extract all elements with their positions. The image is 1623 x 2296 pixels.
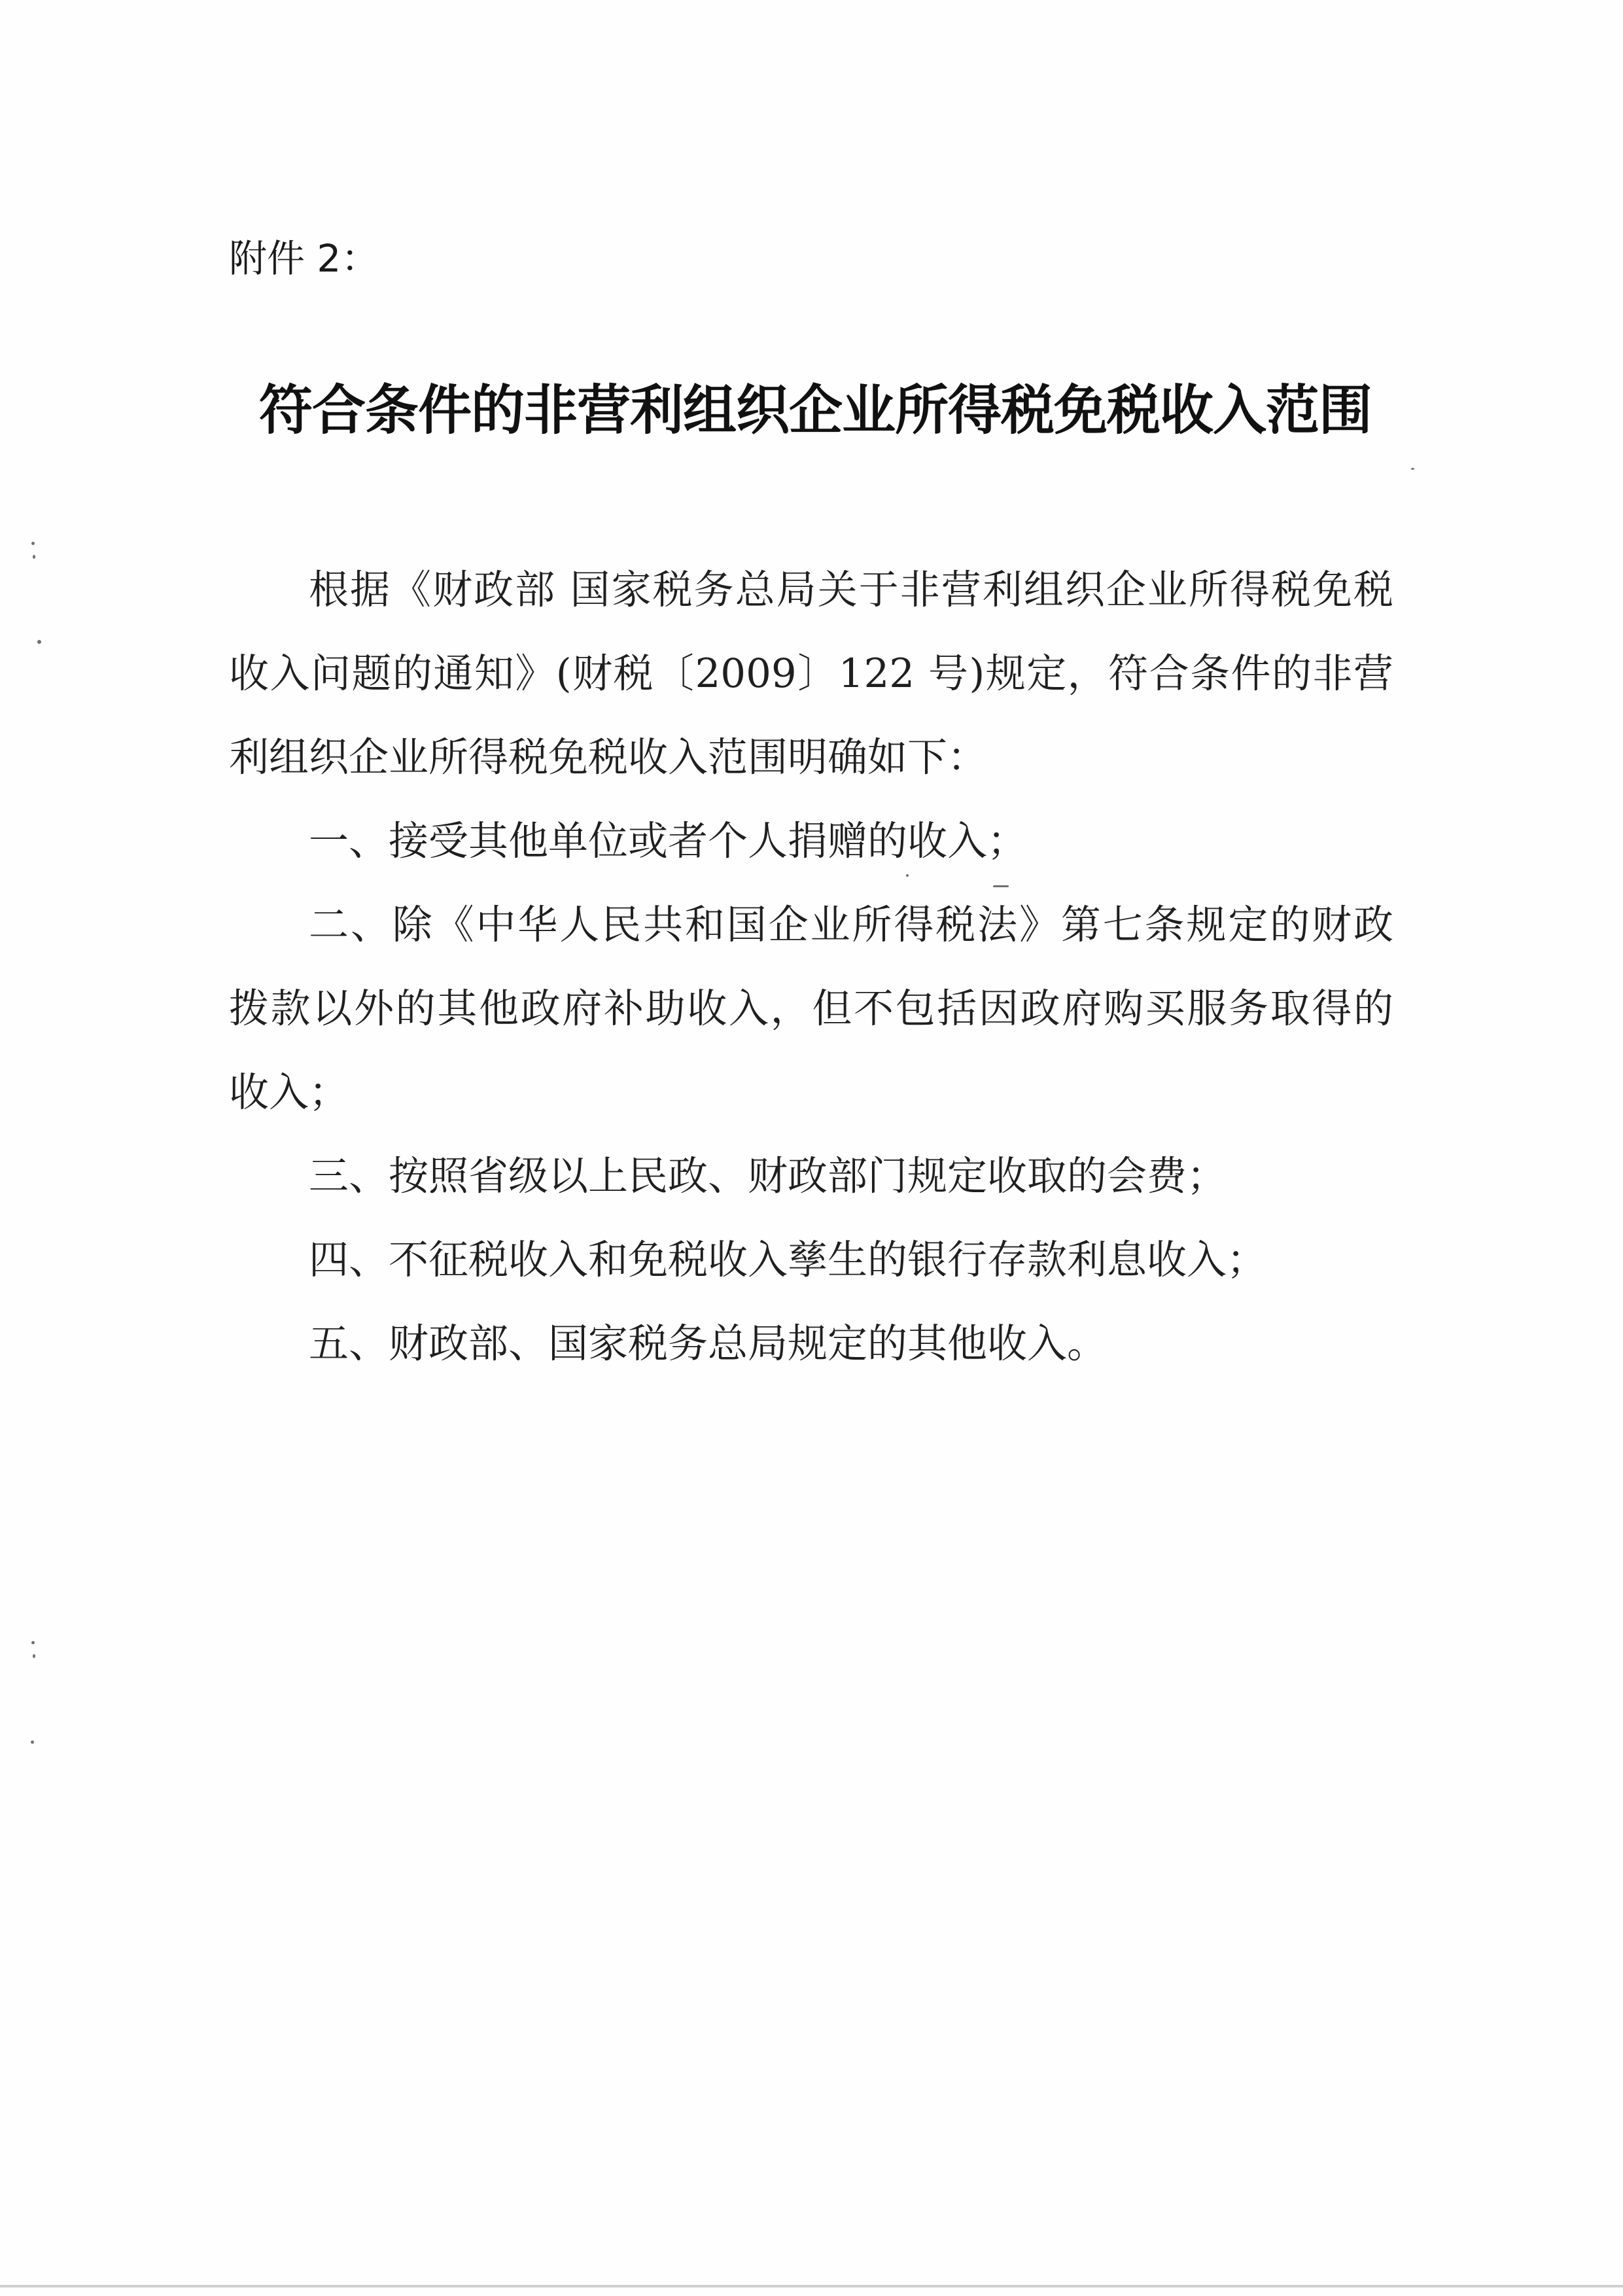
list-item-1: 一、接受其他单位或者个人捐赠的收入； [309,818,1028,864]
list-item-3: 三、按照省级以上民政、财政部门规定收取的会费； [309,1153,1227,1199]
intro-line: 利组织企业所得税免税收入范围明确如下： [229,734,988,781]
attachment-label: 附件 2： [229,236,379,281]
intro-line: 收入问题的通知》(财税〔2009〕122 号)规定，符合条件的非营 [229,650,1393,697]
intro-line: 根据《财政部 国家税务总局关于非营利组织企业所得税免税 [309,567,1393,613]
document-title: 符合条件的非营利组织企业所得税免税收入范围 [259,379,1372,442]
scan-speck [906,874,909,877]
scan-speck [33,1654,35,1658]
scan-speck [33,555,35,559]
list-item-2: 二、除《中华人民共和国企业所得税法》第七条规定的财政 [309,902,1393,948]
scan-speck [993,885,1009,887]
list-item-5: 五、财政部、国家税务总局规定的其他收入。 [309,1320,1108,1367]
scan-speck [1411,468,1414,470]
scan-speck [31,1740,34,1744]
document-body [229,548,1393,1386]
list-item-4: 四、不征税收入和免税收入孳生的银行存款利息收入； [309,1237,1267,1283]
list-item-2-continued: 拨款以外的其他政府补助收入，但不包括因政府购买服务取得的 [229,985,1393,1032]
list-item-2-continued: 收入； [229,1069,349,1116]
scan-speck [31,542,35,545]
scan-speck [31,1641,35,1644]
scan-bottom-edge [0,2285,1623,2287]
scan-speck [37,640,41,644]
